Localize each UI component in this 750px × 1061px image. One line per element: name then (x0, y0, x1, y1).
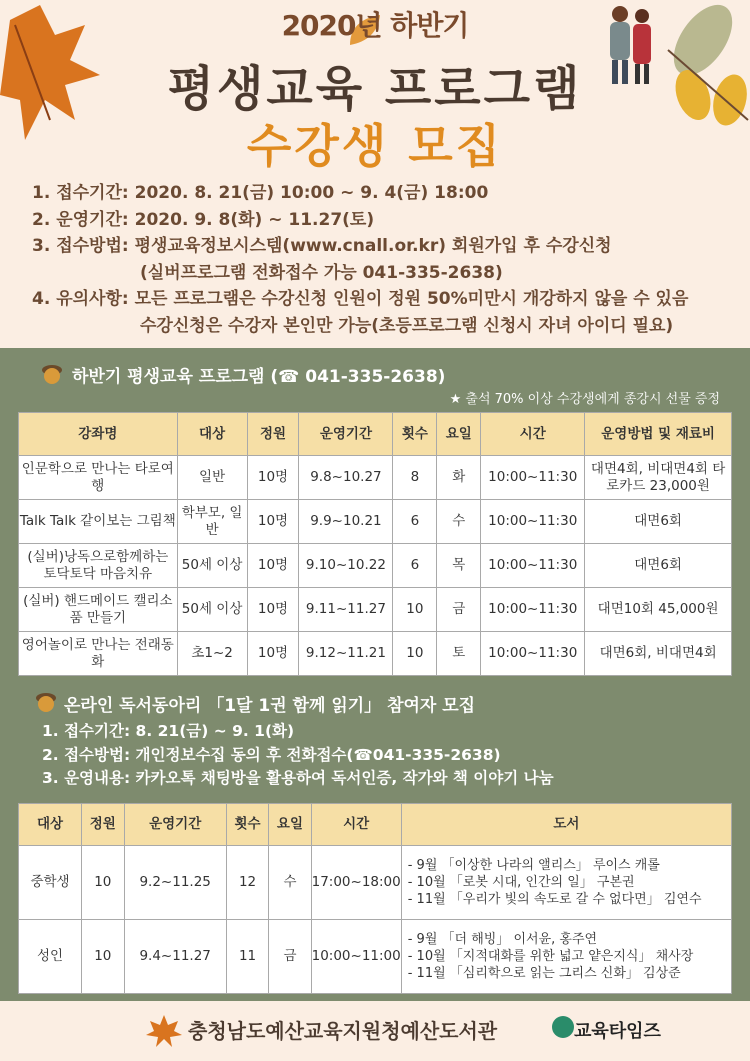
column-header: 정원 (82, 804, 125, 846)
table-row (19, 632, 732, 676)
table-cell: 9.8~10.27 (299, 456, 393, 500)
book-item: - 9월 「이상한 나라의 앨리스」 루이스 캐롤 (407, 858, 660, 873)
table-cell: 50세 이상 (177, 588, 247, 632)
table-cell: 토 (437, 632, 481, 676)
info-label: 4. 유의사항: (32, 289, 129, 309)
table-cell: 금 (269, 920, 311, 994)
column-header: 강좌명 (19, 413, 178, 456)
acorn-icon (40, 361, 64, 385)
table-cell: 일반 (177, 456, 247, 500)
table-cell: 10:00~11:30 (481, 500, 585, 544)
info-label: 1. 접수기간: (32, 183, 129, 203)
column-header: 횟수 (393, 413, 437, 456)
info-item (32, 313, 732, 340)
info-item: 3. 운영내용: 카카오톡 채팅방을 활용하여 독서인증, 작가와 책 이야기 나눔 (42, 769, 554, 787)
table-header-row (19, 804, 732, 846)
table-cell: 중학생 (19, 846, 82, 920)
table-row (19, 846, 732, 920)
column-header: 정원 (247, 413, 299, 456)
page-title: 평생교육 프로그램 (167, 61, 583, 117)
info-text: (실버프로그램 전화접수 가능 041-335-2638) (140, 262, 503, 283)
table-row (19, 920, 732, 994)
table-cell: 8 (393, 456, 437, 500)
gift-note: ★ 출석 70% 이상 수강생에게 종강시 선물 증정 (449, 392, 720, 407)
column-header: 도서 (401, 804, 731, 846)
table-cell: 50세 이상 (177, 544, 247, 588)
table-cell: (실버)낭독으로함께하는 토닥토닥 마음치유 (19, 544, 178, 588)
column-header: 운영기간 (299, 413, 393, 456)
info-text: 평생교육정보시스템(www.cnall.or.kr) 회원가입 후 수강신청 (134, 236, 612, 256)
column-header: 요일 (269, 804, 311, 846)
table-cell: 영어놀이로 만나는 전래동화 (19, 632, 178, 676)
table-row (19, 456, 732, 500)
organization-name: 충청남도예산교육지원청예산도서관 (188, 1019, 498, 1043)
table-cell: 9.11~11.27 (299, 588, 393, 632)
table-cell: 10 (393, 588, 437, 632)
table-cell: 화 (437, 456, 481, 500)
table-cell: 10명 (247, 632, 299, 676)
table-row (19, 500, 732, 544)
header (0, 0, 750, 348)
book-list (401, 846, 731, 920)
table-cell: Talk Talk 같이보는 그림책 (19, 500, 178, 544)
program-table (18, 412, 732, 676)
table-cell: 12 (226, 846, 269, 920)
table-row (19, 544, 732, 588)
table-cell: 10명 (247, 588, 299, 632)
table-cell: (실버) 핸드메이드 캘리소품 만들기 (19, 588, 178, 632)
table-cell: 수 (269, 846, 311, 920)
section-title: 온라인 독서동아리 「1달 1권 함께 읽기」 참여자 모집 (64, 696, 476, 716)
book-item: - 11월 「우리가 빛의 속도로 갈 수 없다면」 김연수 (407, 892, 702, 907)
table-cell: 학부모, 일반 (177, 500, 247, 544)
info-text: 2020. 9. 8(화) ~ 11.27(토) (134, 209, 375, 230)
table-cell: 6 (393, 500, 437, 544)
table-cell: 17:00~18:00 (311, 846, 401, 920)
program-year: 2020년 하반기 (281, 9, 469, 42)
table-cell: 금 (437, 588, 481, 632)
info-item (32, 260, 732, 287)
table-cell: 인문학으로 만나는 타로여행 (19, 456, 178, 500)
table-cell: 10명 (247, 500, 299, 544)
table-cell: 10:00~11:30 (481, 588, 585, 632)
book-list (401, 920, 731, 994)
book-item: - 11월 「심리학으로 읽는 그리스 신화」 김상준 (407, 966, 681, 981)
column-header: 시간 (481, 413, 585, 456)
info-text: 모든 프로그램은 수강신청 인원이 정원 50%미만시 개강하지 않을 수 있음 (134, 289, 689, 309)
info-item: 1. 접수기간: 8. 21(금) ~ 9. 1(화) (42, 722, 295, 740)
info-label: 2. 운영기간: (32, 209, 129, 230)
info-item (32, 180, 732, 207)
table-cell: 대면6회, 비대면4회 (585, 632, 732, 676)
table-cell: 9.4~11.27 (124, 920, 226, 994)
maple-leaf-icon (146, 1013, 182, 1049)
column-header: 시간 (311, 804, 401, 846)
column-header: 대상 (177, 413, 247, 456)
acorn-icon (34, 689, 58, 713)
book-club-table (18, 803, 732, 994)
info-list (32, 180, 732, 339)
column-header: 운영방법 및 재료비 (585, 413, 732, 456)
table-cell: 10:00~11:30 (481, 456, 585, 500)
table-cell: 성인 (19, 920, 82, 994)
table-header-row (19, 413, 732, 456)
logo-icon (552, 1016, 574, 1038)
info-item (32, 233, 732, 260)
table-cell: 10:00~11:00 (311, 920, 401, 994)
info-item: 2. 접수방법: 개인정보수집 동의 후 전화접수(☎041-335-2638) (42, 745, 501, 764)
table-cell: 10 (82, 846, 125, 920)
table-cell: 수 (437, 500, 481, 544)
table-cell: 10명 (247, 544, 299, 588)
table-cell: 9.2~11.25 (124, 846, 226, 920)
publisher-logo: 교육타임즈 (574, 1021, 661, 1042)
table-cell: 10명 (247, 456, 299, 500)
info-label: 3. 접수방법: (32, 236, 129, 256)
book-item: - 10월 「로봇 시대, 인간의 일」 구본권 (407, 875, 635, 890)
table-cell: 10:00~11:30 (481, 544, 585, 588)
info-item (32, 286, 732, 313)
table-cell: 대면4회, 비대면4회 타로카드 23,000원 (585, 456, 732, 500)
table-cell: 10 (393, 632, 437, 676)
table-cell: 9.9~10.21 (299, 500, 393, 544)
table-cell: 대면10회 45,000원 (585, 588, 732, 632)
table-cell: 10:00~11:30 (481, 632, 585, 676)
info-text: 수강신청은 수강자 본인만 가능(초등프로그램 신청시 자녀 아이디 필요) (140, 315, 674, 336)
footer (0, 1001, 750, 1061)
table-cell: 6 (393, 544, 437, 588)
info-text: 2020. 8. 21(금) 10:00 ~ 9. 4(금) 18:00 (134, 183, 489, 203)
table-cell: 초1~2 (177, 632, 247, 676)
column-header: 요일 (437, 413, 481, 456)
table-cell: 9.12~11.21 (299, 632, 393, 676)
book-club-info (42, 720, 554, 791)
table-row (19, 588, 732, 632)
book-item: - 10월 「지적대화를 위한 넓고 얕은지식」 채사장 (407, 949, 694, 964)
table-cell: 대면6회 (585, 544, 732, 588)
table-cell: 목 (437, 544, 481, 588)
table-cell: 대면6회 (585, 500, 732, 544)
table-cell: 9.10~10.22 (299, 544, 393, 588)
info-item (32, 207, 732, 234)
book-item: - 9월 「더 해빙」 이서윤, 홍주연 (407, 932, 598, 947)
column-header: 횟수 (226, 804, 269, 846)
section-title: 하반기 평생교육 프로그램 (☎ 041-335-2638) (72, 367, 446, 387)
column-header: 운영기간 (124, 804, 226, 846)
table-cell: 11 (226, 920, 269, 994)
page-subtitle: 수강생 모집 (246, 119, 504, 173)
table-cell: 10 (82, 920, 125, 994)
column-header: 대상 (19, 804, 82, 846)
